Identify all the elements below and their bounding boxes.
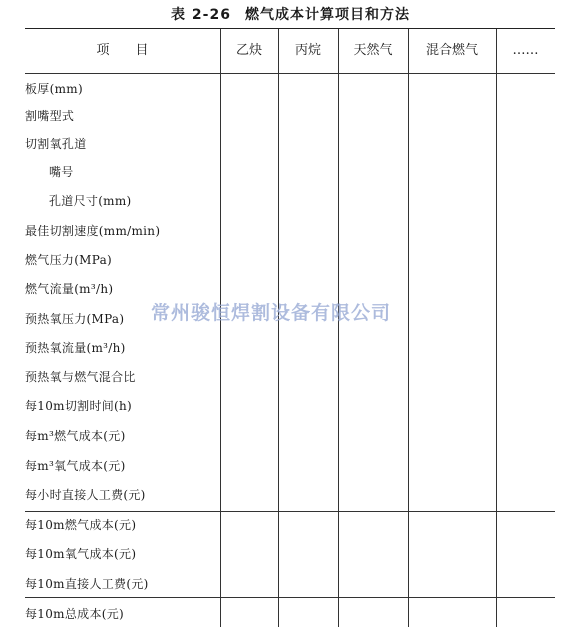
table-row-label: 燃气压力(MPa) bbox=[25, 253, 113, 267]
table-row-label: 每10m直接人工费(元) bbox=[25, 577, 149, 591]
table-caption: 燃气成本计算项目和方法 bbox=[244, 7, 410, 23]
column-divider bbox=[220, 29, 221, 627]
header-natural-gas: 天然气 bbox=[353, 43, 393, 58]
section-divider bbox=[25, 597, 555, 598]
table-row-label: 每m³燃气成本(元) bbox=[25, 429, 126, 443]
table-title bbox=[0, 4, 581, 24]
table-row-label: 板厚(mm) bbox=[25, 82, 83, 96]
table-row-label: 每10m氧气成本(元) bbox=[25, 547, 137, 561]
watermark: 常州骏恒焊割设备有限公司 bbox=[151, 302, 392, 324]
column-divider bbox=[496, 29, 497, 627]
table-row-label: 预热氧与燃气混合比 bbox=[25, 370, 136, 384]
section-divider bbox=[25, 511, 555, 512]
table-row-label: 燃气流量(m³/h) bbox=[25, 282, 114, 296]
header-divider bbox=[25, 73, 555, 74]
table-row-label: 每小时直接人工费(元) bbox=[25, 488, 146, 502]
header-more: …… bbox=[512, 43, 539, 58]
column-divider bbox=[338, 29, 339, 627]
table-row-label: 每10m切割时间(h) bbox=[25, 399, 133, 413]
header-item: 项 目 bbox=[96, 43, 149, 58]
table-row-label: 每10m燃气成本(元) bbox=[25, 518, 137, 532]
table-row-label: 预热氧压力(MPa) bbox=[25, 312, 125, 326]
column-divider bbox=[408, 29, 409, 627]
table-row-label: 最佳切割速度(mm/min) bbox=[25, 224, 161, 238]
table-row-label: 孔道尺寸(mm) bbox=[49, 194, 132, 208]
table-row-label: 割嘴型式 bbox=[25, 109, 75, 123]
header-mixed-gas: 混合燃气 bbox=[425, 43, 478, 58]
header-acetylene: 乙炔 bbox=[235, 43, 262, 58]
table-row-label: 切割氧孔道 bbox=[25, 137, 87, 151]
table-row-label: 嘴号 bbox=[49, 165, 74, 179]
table-row-label: 每m³氧气成本(元) bbox=[25, 459, 126, 473]
header-propane: 丙烷 bbox=[294, 43, 321, 58]
table-row-label: 每10m总成本(元) bbox=[25, 607, 125, 621]
table-number: 表 2-26 bbox=[171, 7, 231, 23]
column-divider bbox=[278, 29, 279, 627]
table-row-label: 预热氧流量(m³/h) bbox=[25, 341, 126, 355]
cost-table bbox=[25, 28, 555, 627]
